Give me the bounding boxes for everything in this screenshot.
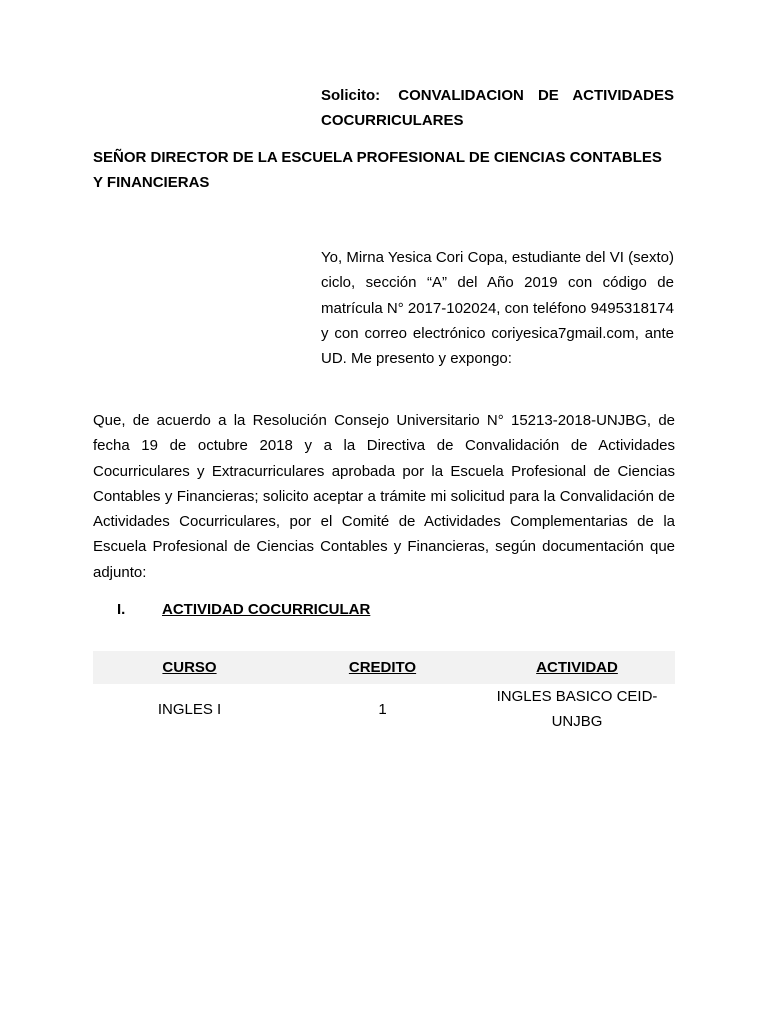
section-number: I.	[117, 601, 126, 618]
table-header-row	[93, 651, 675, 684]
request-subject	[321, 83, 674, 133]
subject-label: Solicito:	[321, 87, 381, 104]
section-title: ACTIVIDAD COCURRICULAR	[162, 601, 371, 618]
request-body-paragraph: Que, de acuerdo a la Resolución Consejo Universitario N° 15213-2018-UNJBG, de fecha 19 de octubre 2018 y a la Directiva de Convalidación de Actividades Cocurriculares y Extracurriculares aprobada por la Escuela Profesional de Ciencias Contables y Financieras; solicito aceptar a trámite mi solicitud para la Convalidación de Actividades Cocurriculares, por el Comité de Actividades Complementarias de la Escuela Profesional de Ciencias Contables y Financieras, según documentación que adjunto:	[93, 412, 675, 581]
cell-credito: 1	[378, 700, 387, 718]
addressee-heading: SEÑOR DIRECTOR DE LA ESCUELA PROFESIONAL DE CIENCIAS CONTABLES Y FINANCIERAS	[93, 149, 662, 191]
cell-actividad: INGLES BASICO CEID-UNJBG	[496, 688, 658, 730]
activities-table	[93, 651, 675, 734]
header-credito: CREDITO	[286, 651, 479, 684]
cell-curso: INGLES I	[157, 700, 222, 718]
header-actividad: ACTIVIDAD	[479, 651, 675, 684]
section-heading	[117, 598, 677, 622]
subject-text: CONVALIDACION DE ACTIVIDADES COCURRICULARES	[321, 87, 674, 129]
header-curso: CURSO	[93, 651, 286, 684]
introduction-paragraph: Yo, Mirna Yesica Cori Copa, estudiante del VI (sexto) ciclo, sección “A” del Año 2019 con código de matrícula N° 2017-102024, con teléfono 9495318174 y con correo electrónico coriyesica7gmail.com, ante UD. Me presento y expongo:	[321, 249, 674, 368]
table-row	[93, 684, 675, 734]
